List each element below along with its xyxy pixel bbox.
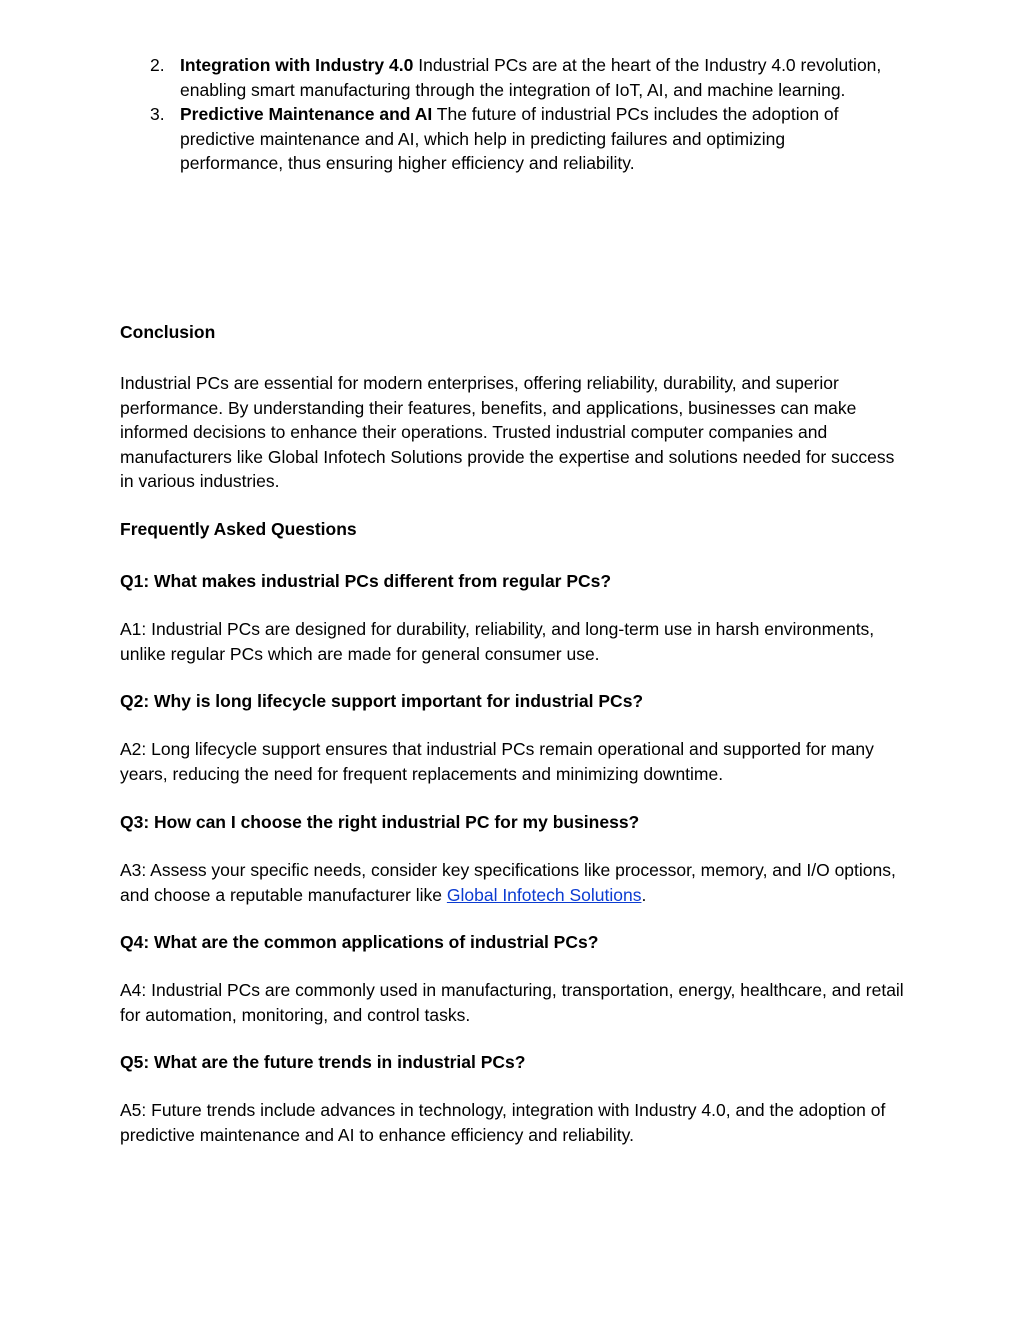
- faq-question-3: Q3: How can I choose the right industrial PC for my business?: [120, 812, 640, 832]
- conclusion-body: Industrial PCs are essential for modern enterprises, offering reliability, durability, and superior performance. By understanding their features, benefits, and applications, businesses can make informed decisions to enhance their operations. Trusted industrial computer companies and manufacturers like Global Infotech Solutions provide the expertise and solutions needed for success in various industries.: [120, 373, 895, 491]
- list-item-number: 3.: [150, 104, 165, 124]
- list-item: [150, 102, 890, 176]
- faq-question-2: Q2: Why is long lifecycle support important for industrial PCs?: [120, 691, 644, 711]
- faq-answer-1: A1: Industrial PCs are designed for durability, reliability, and long-term use in harsh environments, unlike regular PCs which are made for general consumer use.: [120, 619, 875, 664]
- faq-question-5: Q5: What are the future trends in industrial PCs?: [120, 1052, 526, 1072]
- faq-answer-4: A4: Industrial PCs are commonly used in manufacturing, transportation, energy, healthcare, and retail for automation, monitoring, and control tasks.: [120, 980, 904, 1025]
- list-item-title: Predictive Maintenance and AI: [180, 104, 433, 124]
- faq-answer-2: A2: Long lifecycle support ensures that industrial PCs remain operational and supported for many years, reducing the need for frequent replacements and minimizing downtime.: [120, 739, 874, 784]
- faq-answer-3-text: A3: Assess your specific needs, consider key specifications like processor, memory, and I/O options, and choose a reputable manufacturer like: [120, 860, 896, 905]
- global-infotech-link[interactable]: Global Infotech Solutions: [446, 884, 642, 905]
- faq-answer-3: [120, 858, 910, 907]
- list-item-text: The future of industrial PCs includes the adoption of predictive maintenance and AI, which help in predicting failures and optimizing performance, thus ensuring higher efficiency and reliability.: [180, 104, 839, 173]
- list-item-title: Integration with Industry 4.0: [180, 55, 414, 75]
- faq-heading: Frequently Asked Questions: [120, 519, 357, 539]
- list-item-number: 2.: [150, 55, 165, 75]
- numbered-list: [150, 53, 890, 176]
- list-item: [150, 53, 890, 102]
- faq-question-4: Q4: What are the common applications of industrial PCs?: [120, 932, 599, 952]
- list-item-text: Industrial PCs are at the heart of the Industry 4.0 revolution, enabling smart manufacturing through the integration of IoT, AI, and machine learning.: [180, 55, 882, 100]
- faq-answer-3-end: .: [641, 884, 647, 905]
- faq-answer-5: A5: Future trends include advances in technology, integration with Industry 4.0, and the adoption of predictive maintenance and AI to enhance efficiency and reliability.: [120, 1100, 886, 1145]
- faq-question-1: Q1: What makes industrial PCs different from regular PCs?: [120, 571, 612, 591]
- conclusion-heading: Conclusion: [120, 322, 216, 342]
